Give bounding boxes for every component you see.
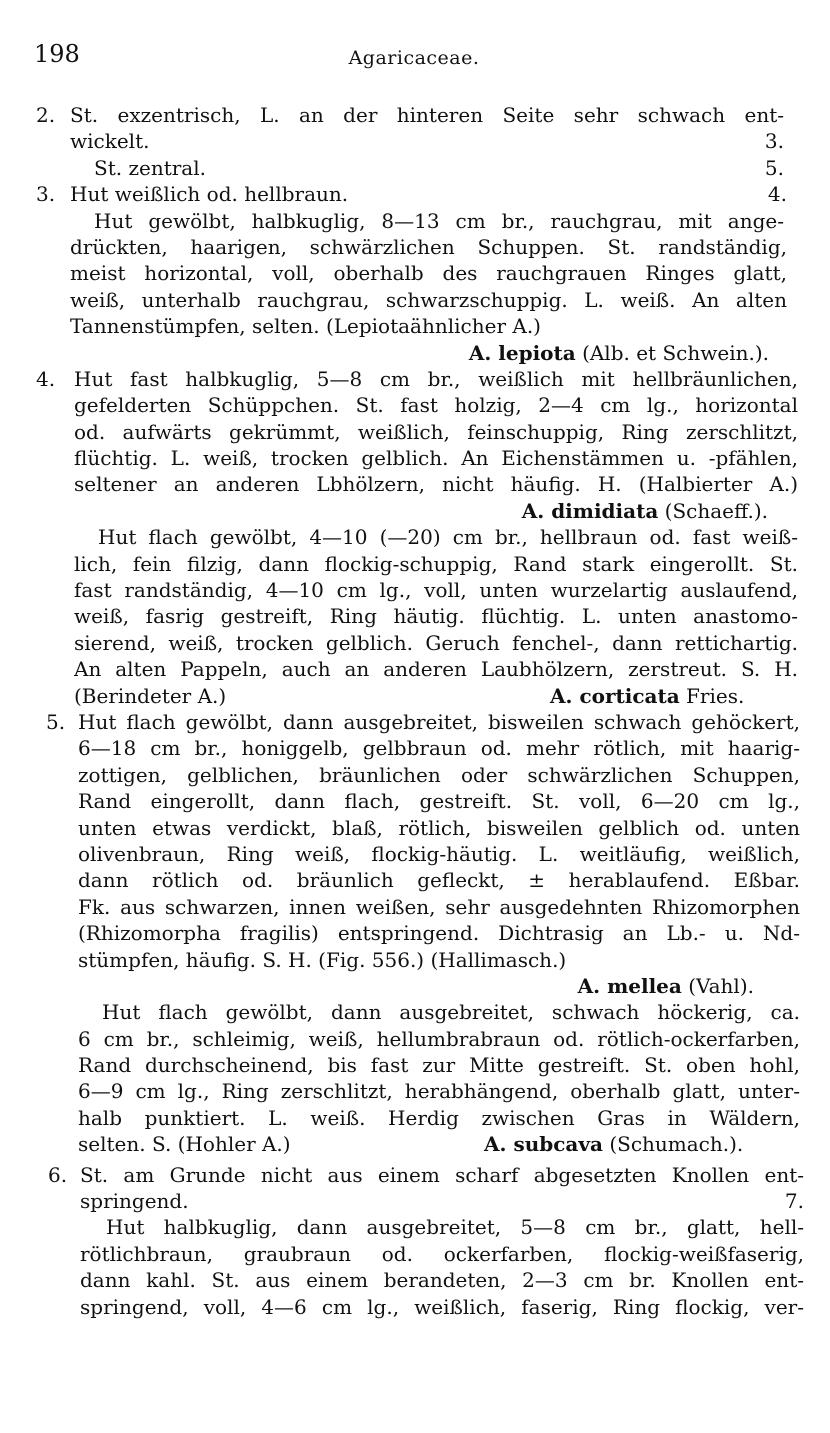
- text-line: rötlichbraun, graubraun od. ockerfarben, flockig-weißfaserig,: [80, 1241, 804, 1266]
- text-line: [94, 155, 784, 181]
- page-number: 198: [34, 40, 80, 68]
- species-name: A. mellea: [577, 973, 682, 998]
- text-line: springend, voll, 4—6 cm lg., weißlich, faserig, Ring flockig, ver-: [80, 1294, 804, 1319]
- key-entry-5: [0, 709, 830, 999]
- text-line-content: (Berindeter A.): [74, 683, 227, 708]
- text-line: weiß, fasrig gestreift, Ring häutig. flüchtig. L. unten anastomo-: [74, 604, 798, 629]
- text-line: Hut flach gewölbt, dann ausgebreitet, schwach höckerig, ca.: [102, 1000, 800, 1025]
- text-line-content: springend.: [80, 1189, 189, 1214]
- text-line: sierend, weiß, trocken gelblich. Geruch fenchel-, dann rettichartig.: [74, 630, 798, 655]
- text-line: Hut flach gewölbt, 4—10 (—20) cm br., hellbraun od. fast weiß-: [98, 525, 798, 550]
- text-line: zottigen, gelblichen, bräunlichen oder schwärzlichen Schuppen,: [78, 762, 800, 787]
- species-name: A. subcava: [484, 1132, 603, 1157]
- text-line-content: selten. S. (Hohler A.): [78, 1132, 291, 1157]
- lead-reference: 4.: [767, 182, 787, 207]
- species-name: A. dimidiata: [521, 498, 659, 523]
- text-line: [70, 128, 784, 154]
- species-author: (Schaeff.).: [664, 498, 768, 523]
- text-line: St. exzentrisch, L. an der hinteren Seite sehr schwach ent-: [70, 103, 784, 127]
- text-line: Hut flach gewölbt, dann ausgebreitet, bisweilen schwach gehöckert,: [78, 709, 800, 734]
- text-line: Hut fast halbkuglig, 5—8 cm br., weißlich mit hellbräunlichen,: [74, 366, 798, 391]
- text-line-content: wickelt.: [70, 129, 150, 154]
- text-line: [80, 1188, 804, 1214]
- text-line: dann kahl. St. aus einem berandeten, 2—3 cm br. Knollen ent-: [80, 1268, 804, 1293]
- text-line-content: St. zentral.: [94, 155, 206, 180]
- text-line: Hut gewölbt, halbkuglig, 8—13 cm br., rauchgrau, mit ange-: [94, 208, 784, 233]
- text-line: Rand eingerollt, dann flach, gestreift. St. voll, 6—20 cm lg.,: [78, 789, 800, 814]
- text-line: An alten Pappeln, auch an anderen Laubhölzern, zerstreut. S. H.: [74, 657, 798, 682]
- key-text: [0, 102, 830, 1320]
- species-name: A. lepiota: [468, 340, 576, 365]
- key-entry-6: [0, 1162, 830, 1320]
- key-entry-2: [0, 102, 830, 181]
- species-author: (Vahl).: [688, 973, 754, 998]
- key-entry-4-alt: [0, 524, 830, 709]
- text-line: St. am Grunde nicht aus einem scharf abgesetzten Knollen ent-: [80, 1162, 804, 1187]
- text-line: unten etwas verdickt, blaß, rötlich, bisweilen gelblich od. unten: [78, 815, 800, 840]
- species-author: (Alb. et Schwein.).: [582, 340, 769, 365]
- couplet-number: 4.: [36, 366, 56, 391]
- text-line: halb punktiert. L. weiß. Herdig zwischen Gras in Wäldern,: [78, 1105, 800, 1130]
- text-line: Rand durchscheinend, bis fast zur Mitte gestreift. St. oben hohl,: [78, 1053, 800, 1078]
- lead-reference: 3.: [764, 129, 784, 154]
- text-line: [78, 1131, 800, 1157]
- key-entry-4: [0, 366, 830, 524]
- text-line: seltener an anderen Lbhölzern, nicht häufig. H. (Halbierter A.): [74, 472, 798, 497]
- species-name: A. corticata: [550, 683, 680, 708]
- key-entry-5-alt: [0, 999, 830, 1157]
- species-author: Fries.: [686, 683, 745, 708]
- text-line: 6—9 cm lg., Ring zerschlitzt, herabhängend, oberhalb glatt, unter-: [78, 1079, 800, 1104]
- running-title: Agaricaceae.: [348, 47, 480, 69]
- text-line: fast randständig, 4—10 cm lg., voll, unten wurzelartig auslaufend,: [74, 578, 798, 603]
- text-line: olivenbraun, Ring weiß, flockig-häutig. L. weitläufig, weißlich,: [78, 841, 800, 866]
- species-line: [74, 498, 798, 524]
- text-line: 6 cm br., schleimig, weiß, hellumbrabraun od. rötlich-ockerfarben,: [78, 1026, 800, 1051]
- couplet-number: 3.: [36, 182, 56, 207]
- text-line: Fk. aus schwarzen, innen weißen, sehr ausgedehnten Rhizomorphen: [78, 894, 800, 919]
- text-line: [74, 683, 798, 709]
- species-line: [70, 340, 787, 366]
- text-line: Tannenstümpfen, selten. (Lepiotaähnlicher A.): [70, 314, 541, 339]
- text-line: lich, fein filzig, dann flockig-schuppig, Rand stark eingerollt. St.: [74, 551, 798, 576]
- lead-reference: 5.: [764, 155, 784, 180]
- key-entry-3: [0, 181, 830, 366]
- text-line: dann rötlich od. bräunlich gefleckt, ± herablaufend. Eßbar.: [78, 868, 800, 893]
- text-line: flüchtig. L. weiß, trocken gelblich. An Eichenstämmen u. -pfählen,: [74, 446, 798, 471]
- text-line: (Rhizomorpha fragilis) entspringend. Dichtrasig an Lb.- u. Nd-: [78, 921, 800, 946]
- couplet-number: 2.: [36, 103, 56, 127]
- text-line: od. aufwärts gekrümmt, weißlich, feinschuppig, Ring zerschlitzt,: [74, 419, 798, 444]
- species-line: [78, 973, 800, 999]
- page-header: [34, 40, 794, 74]
- couplet-number: 6.: [48, 1162, 68, 1187]
- text-line: meist horizontal, voll, oberhalb des rauchgrauen Ringes glatt,: [70, 261, 787, 286]
- text-line: drückten, haarigen, schwärzlichen Schuppen. St. randständig,: [70, 234, 787, 259]
- lead-reference: 7.: [784, 1189, 804, 1214]
- species-author: (Schumach.).: [609, 1132, 744, 1157]
- text-line: Hut halbkuglig, dann ausgebreitet, 5—8 cm br., glatt, hell-: [106, 1215, 804, 1240]
- text-line: weiß, unterhalb rauchgrau, schwarzschuppig. L. weiß. An alten: [70, 287, 787, 312]
- text-line: stümpfen, häufig. S. H. (Fig. 556.) (Hallimasch.): [78, 947, 567, 972]
- text-line: 6—18 cm br., honiggelb, gelbbraun od. mehr rötlich, mit haarig-: [78, 736, 800, 761]
- text-line: [70, 181, 787, 207]
- text-line-content: Hut weißlich od. hellbraun.: [70, 182, 349, 207]
- text-line: gefelderten Schüppchen. St. fast holzig, 2—4 cm lg., horizontal: [74, 393, 798, 418]
- couplet-number: 5.: [46, 709, 66, 734]
